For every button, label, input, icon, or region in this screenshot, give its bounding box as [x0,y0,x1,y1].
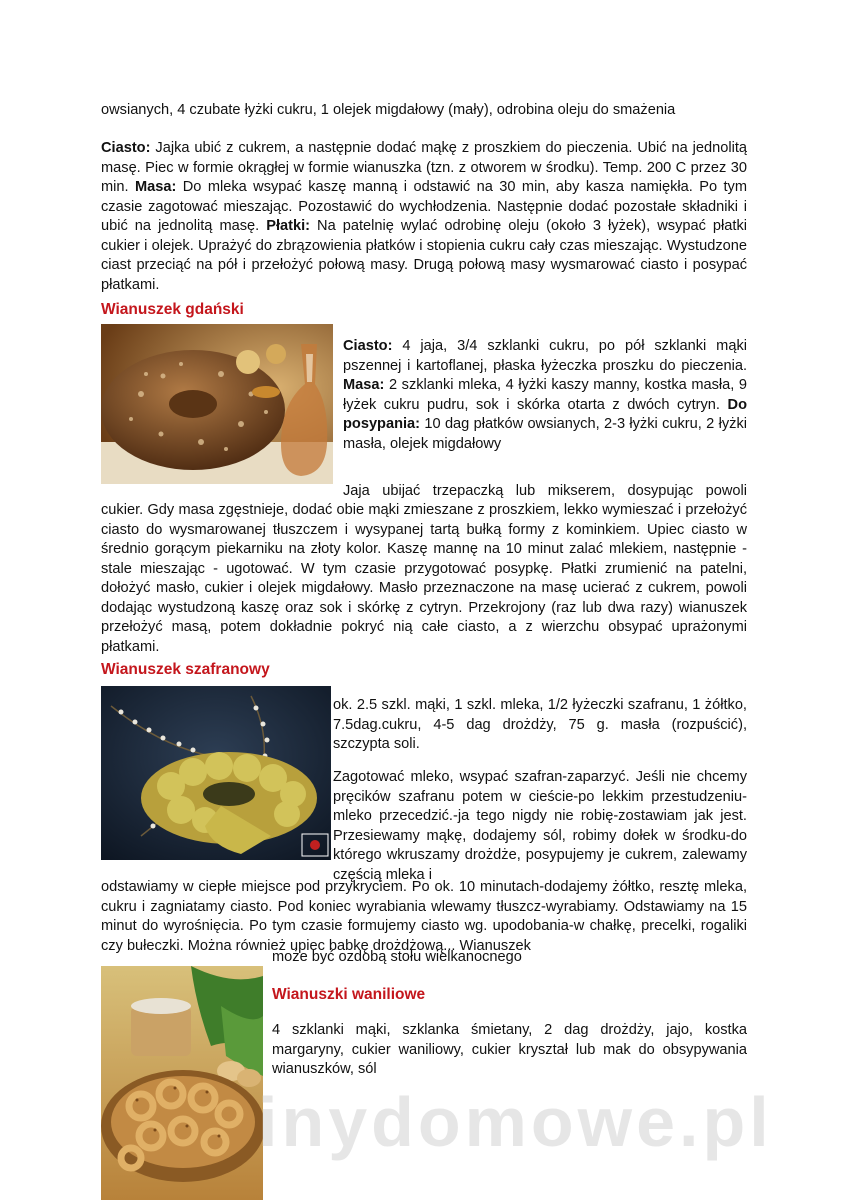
intro-platki-label: Płatki: [266,218,311,234]
waniliowe-ingredients: 4 szklanki mąki, szklanka śmietany, 2 dag drożdży, jajo, kostka margaryny, cukier waniliowy, cukier kryształ lub mak do obsypywania wianuszków, sól [272,1022,747,1077]
szafranowy-prep-last-line: może być ozdobą stołu wielkanocnego [272,949,522,965]
gdanski-preparation: cukier. Gdy masa zgęstnieje, dodać obie mąki zmieszane z proszkiem, lekko wymieszać i przełożyć ciasto do wysmarowanej tłuszczem i wysypanej tartą bułką formy z kominkiem. Upiec ciasto w średnio gorącym piekarniku na złoty kolor. Kaszę mannę na 10 minut zalać mlekiem, następnie - stale mieszając - ugotować. W tym czasie przygotować posypkę. Płatki zrumienić na patelni, dołożyć masło, cukier i olejek migdałowy. Masło przeznaczone na masę ucierać z cukrem, powoli dodając wystudzoną kaszę oraz sok i skórkę z cytryn. Przekrojony (raz lub dwa razy) wianuszek przełożyć masą, potem dokładnie pokryć nią całe ciasto, a z wierzchu obsypać uprażonymi płatkami. [101,502,747,655]
gdanski-ciasto-label: Ciasto: [343,338,393,354]
heading-szafranowy: Wianuszek szafranowy [101,661,270,678]
heading-gdanski: Wianuszek gdański [101,301,244,318]
gdanski-ciasto-text: 4 jaja, 3/4 szklanki cukru, po pół szklanki mąki pszennej i kartoflanej, płaska łyżeczka proszku do pieczenia. [343,338,747,374]
cake-image-szafranowy [101,686,331,860]
gdanski-ingredients [343,337,747,454]
intro-masa-label: Masa: [134,179,177,195]
szafranowy-ingredients: ok. 2.5 szkl. mąki, 1 szkl. mleka, 1/2 łyżeczki szafranu, 1 żółtko, 7.5dag.cukru, 4-5 dag drożdży, 75 g. masła (rozpuścić), szczypta soli. [333,697,747,752]
intro-paragraph [101,139,747,295]
szafranowy-prep-side: Zagotować mleko, wsypać szafran-zaparzyć. Jeśli nie chcemy pręcików szafranu potem w cieście-po lekkim przestudzeniu-mleko przecedzić.-ja tego nigdy nie robię-zostawiam jak jest. Przesiewamy mąkę, dodajemy sól, robimy dołek w środku-do którego wkruszamy drożdże, posypujemy je cukrem, zalewamy częścią mleka i [333,769,747,883]
gdanski-masa-text: 2 szklanki mleka, 4 łyżki kaszy manny, kostka masła, 9 łyżek cukru pudru, sok i skórka otarta z dwóch cytryn. [343,377,747,413]
gdanski-masa-label: Masa: [343,377,385,393]
gdanski-prep-first-line: Jaja ubijać trzepaczką lub mikserem, dosypując powoli [343,483,747,499]
intro-ciasto-text: Jajka ubić z cukrem, a następnie dodać mąkę z proszkiem do pieczenia. Ubić na jednolitą masę. Piec w formie okrągłej w formie wianuszka (tzn. z otworem w środku). Temp. 200 C przez 30 min. [101,140,747,195]
intro-platki-text: Na patelnię wylać odrobinę oleju (około 3 łyżek), wsypać płatki cukier i olejek. Uprażyć do zbrązowienia płatków i stopienia cukru cały czas mieszając. Wystudzone ciast przeciąć na pół i przełożyć połową masy. Drugą połową masy wysmarować ciasto i posypać płatkami. [101,218,747,293]
intro-masa-text: Do mleka wsypać kaszę manną i odstawić na 30 min, aby kasza namiękła. Po tym czasie zagotować mieszając. Pozostawić do wychłodzenia. Następnie dodać pozostałe składniki i ubić na jednolitą masę. [101,179,747,234]
cookies-image-waniliowe [101,966,263,1200]
heading-waniliowe: Wianuszki waniliowe [272,986,426,1003]
watermark-text: inydomowe.pl [258,1083,773,1161]
cake-image-gdanski [101,324,333,484]
gdanski-posypania-text: 10 dag płatków owsianych, 2-3 łyżki cukru, 2 łyżki masła, olejek migdałowy [343,416,747,452]
intro-ciasto-label: Ciasto: [101,140,151,156]
szafranowy-preparation: odstawiamy w ciepłe miejsce pod przykryciem. Po ok. 10 minutach-dodajemy żółtko, resztę mleka, cukru i zagniatamy ciasto. Pod koniec wyrabiania wlewamy tłuszcz-wyrabiamy. Odstawiamy na 15 minut do wyrośnięcia. Po tym czasie formujemy ciasto wg. upodobania-w chałkę, precelki, rogaliki czy bułeczki. Można również upiec babkę drożdżową... Wianuszek [101,879,747,954]
gdanski-posypania-label: Do posypania: [343,396,747,432]
intro-line: owsianych, 4 czubate łyżki cukru, 1 olejek migdałowy (mały), odrobina oleju do smażenia [101,102,676,118]
